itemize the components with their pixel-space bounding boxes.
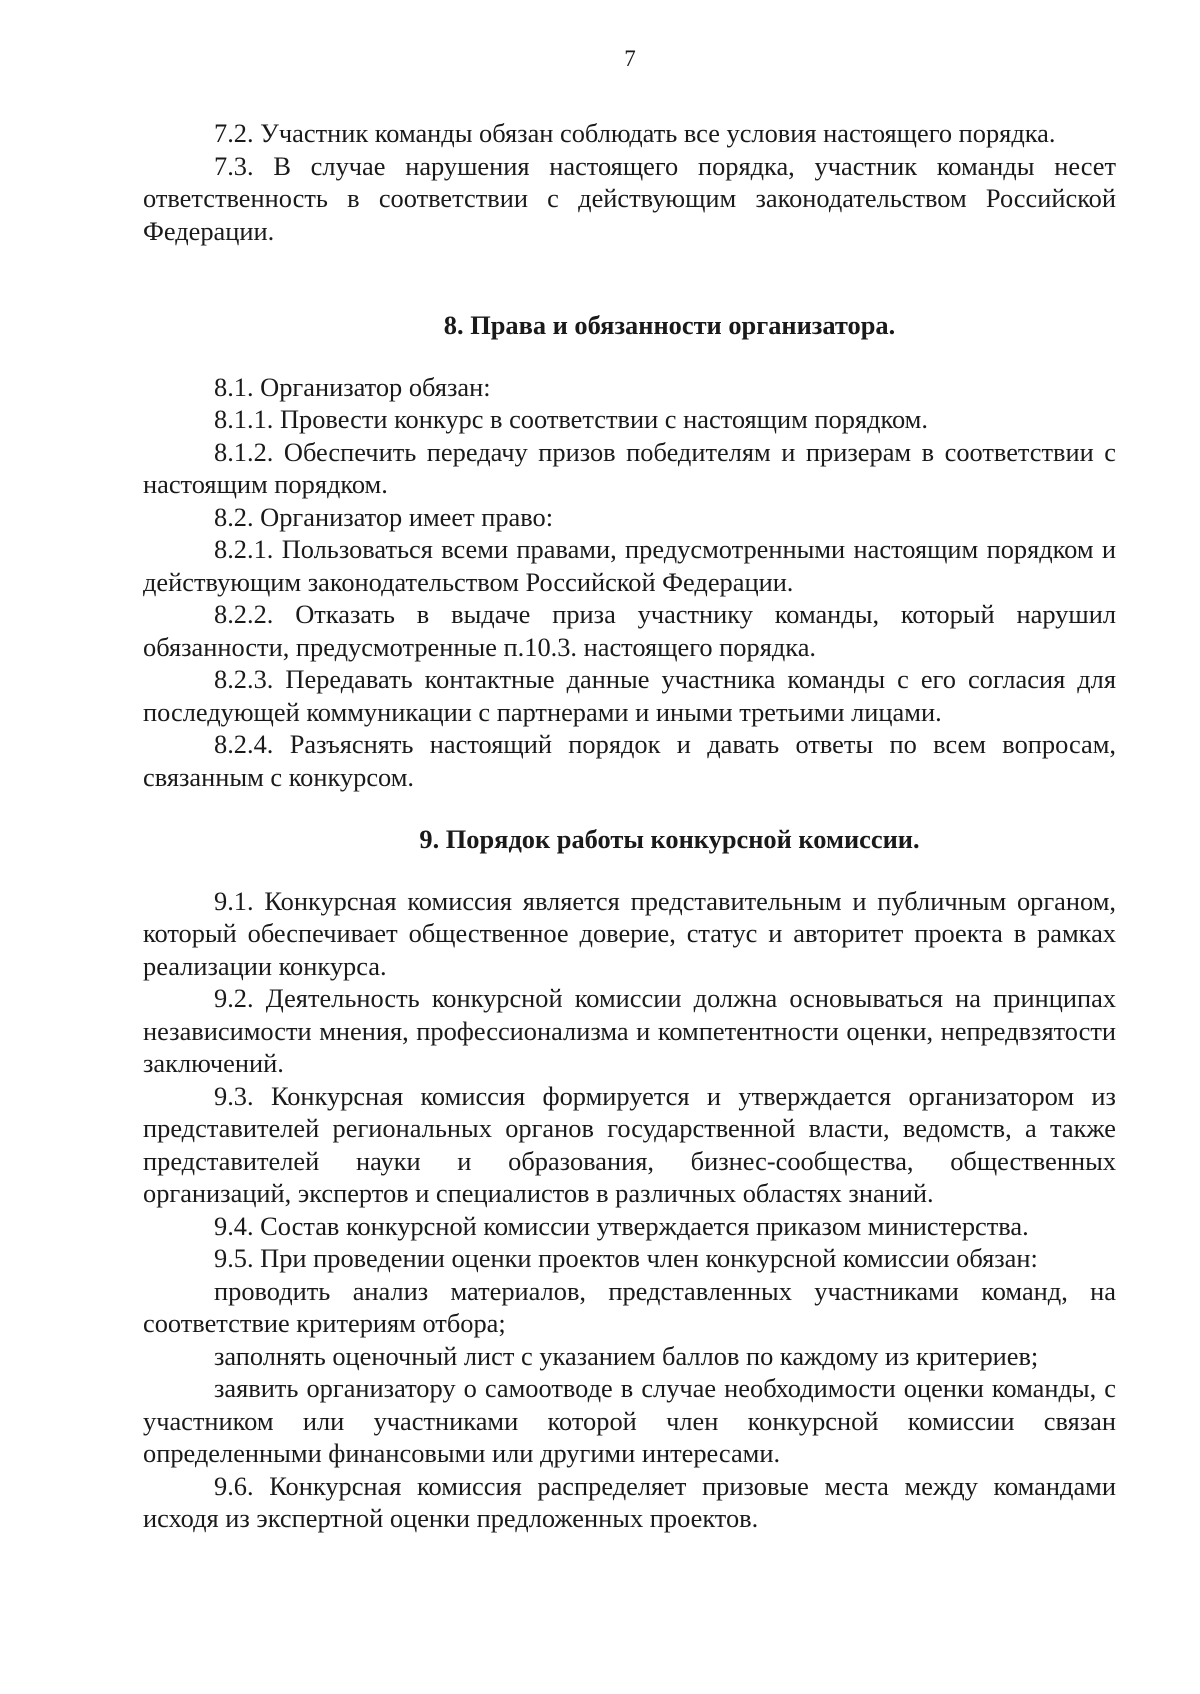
paragraph-9-4: 9.4. Состав конкурсной комиссии утверждается приказом министерства. bbox=[214, 1210, 1029, 1241]
paragraph-9-3: 9.3. Конкурсная комиссия формируется и утверждается организатором из представителей региональных органов государственной власти, ведомств, а также представителей науки и образования, бизнес-сообщества, общественных организаций, экспертов и специалистов в различных областях знаний. bbox=[143, 1080, 1116, 1208]
paragraph-8-2-4: 8.2.4. Разъяснять настоящий порядок и давать ответы по всем вопросам, связанным с конкурсом. bbox=[143, 729, 1116, 792]
paragraph-8-1-1: 8.1.1. Провести конкурс в соответствии с настоящим порядком. bbox=[214, 404, 928, 434]
paragraph-8-2-2: 8.2.2. Отказать в выдаче приза участнику команды, который нарушил обязанности, предусмотренные п.10.3. настоящего порядка. bbox=[143, 599, 1116, 662]
paragraph-8-2: 8.2. Организатор имеет право: bbox=[214, 501, 554, 532]
paragraph-9-5-item-2: заполнять оценочный лист с указанием баллов по каждому из критериев; bbox=[214, 1340, 1039, 1371]
paragraph-7-2: 7.2. Участник команды обязан соблюдать все условия настоящего порядка. bbox=[214, 118, 1056, 148]
paragraph-9-2: 9.2. Деятельность конкурсной комиссии должна основываться на принципах независимости мнения, профессионализма и компетентности оценки, непредвзятости заключений. bbox=[143, 983, 1116, 1078]
document-body bbox=[143, 117, 1116, 1535]
page-number: 7 bbox=[624, 46, 636, 71]
paragraph-8-1: 8.1. Организатор обязан: bbox=[214, 371, 491, 402]
paragraph-8-2-3: 8.2.3. Передавать контактные данные участника команды с его согласия для последующей коммуникации с партнерами и иными третьими лицами. bbox=[143, 664, 1116, 727]
paragraph-9-1: 9.1. Конкурсная комиссия является представительным и публичным органом, который обеспечивает общественное доверие, статус и авторитет проекта в рамках реализации конкурса. bbox=[143, 885, 1116, 981]
paragraph-9-6: 9.6. Конкурсная комиссия распределяет призовые места между командами исходя из экспертной оценки предложенных проектов. bbox=[143, 1470, 1116, 1533]
paragraph-9-5: 9.5. При проведении оценки проектов член конкурсной комиссии обязан: bbox=[214, 1243, 1038, 1273]
paragraph-8-2-1: 8.2.1. Пользоваться всеми правами, предусмотренными настоящим порядком и действующим законодательством Российской Федерации. bbox=[143, 534, 1116, 597]
section-9-title: 9. Порядок работы конкурсной комиссии. bbox=[419, 824, 920, 854]
paragraph-9-5-item-3: заявить организатору о самоотводе в случае необходимости оценки команды, с участником или участниками которой член конкурсной комиссии связан определенными финансовыми или другими интересами. bbox=[143, 1373, 1116, 1468]
paragraph-7-3: 7.3. В случае нарушения настоящего порядка, участник команды несет ответственность в соответствии с действующим законодательством Российской Федерации. bbox=[143, 150, 1116, 246]
paragraph-9-5-item-1: проводить анализ материалов, представленных участниками команд, на соответствие критериям отбора; bbox=[143, 1275, 1116, 1338]
paragraph-8-1-2: 8.1.2. Обеспечить передачу призов победителям и призерам в соответствии с настоящим порядком. bbox=[143, 436, 1116, 499]
section-8-title: 8. Права и обязанности организатора. bbox=[443, 310, 896, 340]
